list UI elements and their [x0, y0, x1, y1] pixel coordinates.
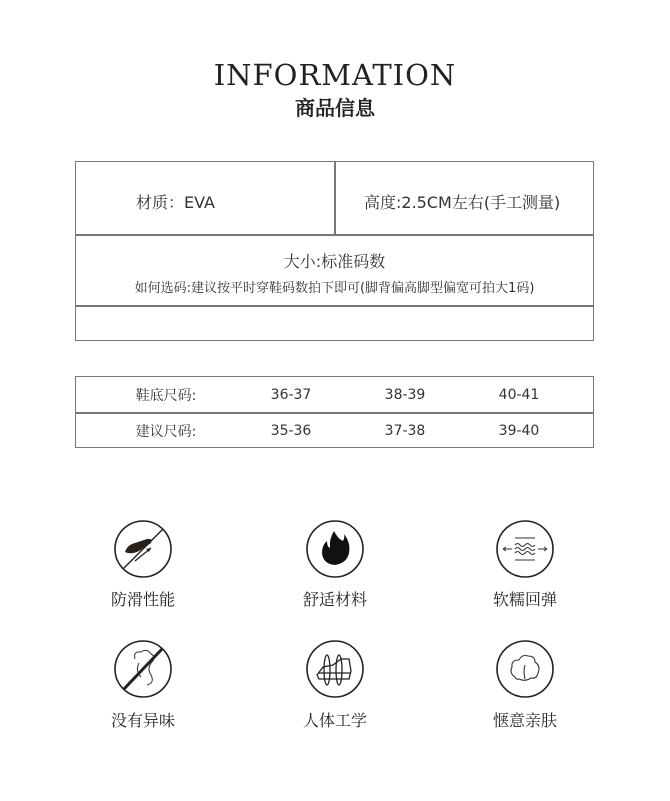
feature-label: 人体工学	[302, 711, 367, 730]
no-odor-icon	[113, 639, 173, 699]
title-information: INFORMATION	[213, 58, 457, 92]
material-text: 材质：EVA	[136, 193, 215, 212]
size-table	[75, 376, 594, 448]
feature-label: 软糯回弹	[492, 590, 557, 609]
size-cell: 36-37	[270, 386, 312, 403]
height-text: 高度:2.5CM左右(手工测量)	[364, 193, 561, 212]
feature-label: 舒适材料	[302, 590, 367, 609]
elastic-wave-icon	[495, 519, 555, 579]
size-row-label: 建议尺码:	[135, 423, 197, 440]
size-cell: 38-39	[384, 386, 426, 403]
anti-slip-icon	[113, 519, 173, 579]
size-text: 大小:标准码数	[283, 252, 386, 271]
size-cell: 37-38	[384, 422, 426, 439]
size-tip: 如何选码:建议按平时穿鞋码数拍下即可(脚背偏高脚型偏宽可拍大1码)	[134, 281, 535, 296]
cotton-icon	[495, 639, 555, 699]
feature-label: 没有异味	[110, 711, 175, 730]
feature-label: 防滑性能	[110, 590, 175, 609]
size-cell: 35-36	[270, 422, 312, 439]
size-row-label: 鞋底尺码:	[135, 387, 197, 404]
feature-label: 惬意亲肤	[492, 711, 557, 730]
size-cell: 39-40	[498, 422, 540, 439]
ergonomic-shoe-icon	[305, 639, 365, 699]
info-table	[75, 161, 594, 341]
subtitle: 商品信息	[295, 96, 375, 120]
flame-icon	[305, 519, 365, 579]
size-cell: 40-41	[498, 386, 540, 403]
